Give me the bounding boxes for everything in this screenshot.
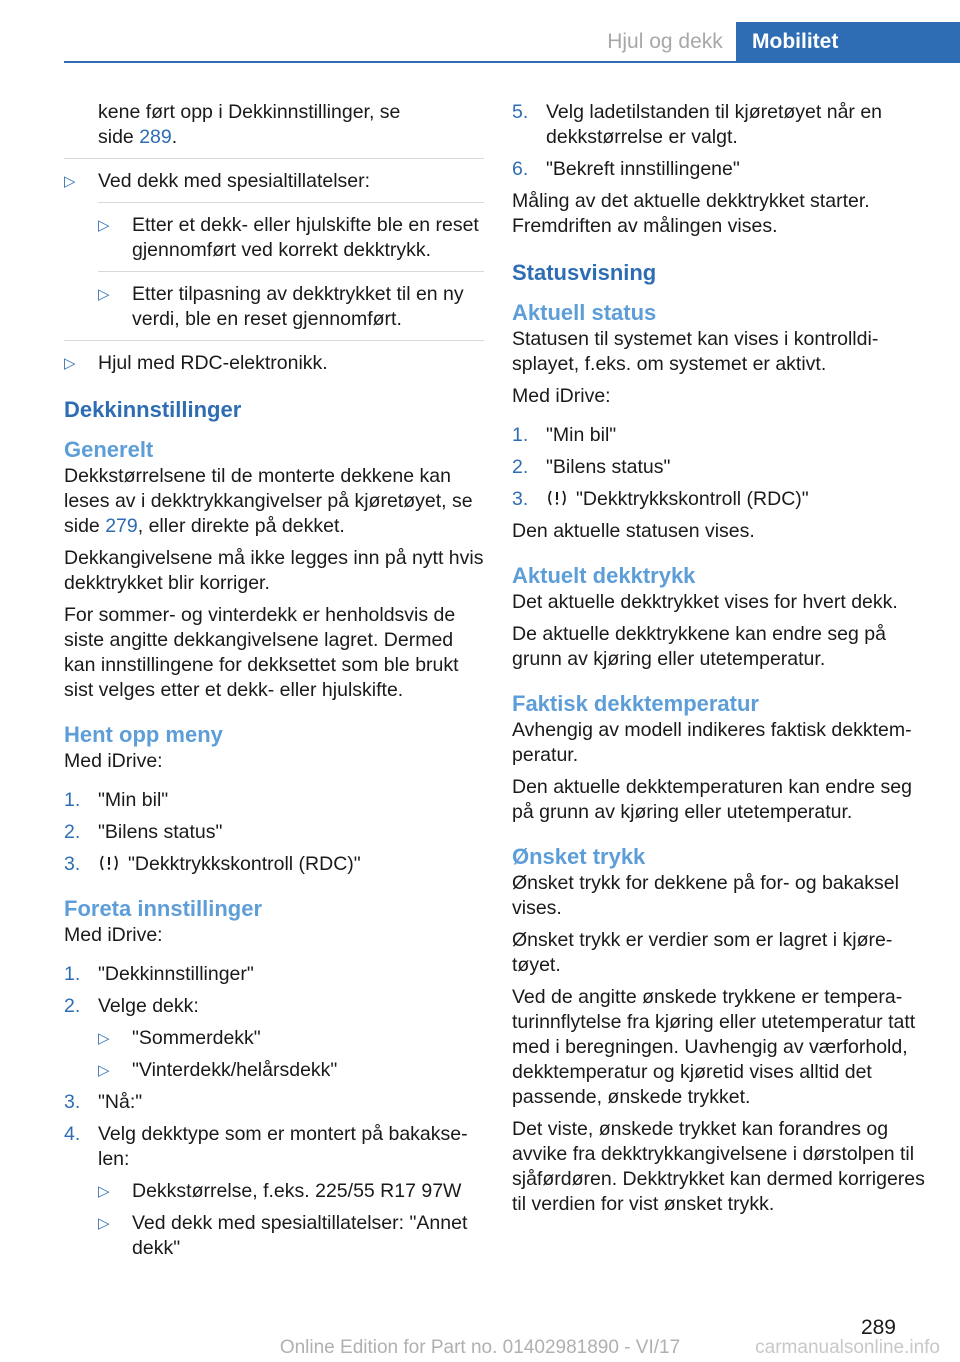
list-item: 3. "Dekktrykkskontroll (RDC)" [512,488,809,510]
footer-edition: Online Edition for Part no. 01402981890 - VI/17 [279,1337,681,1358]
divider [98,271,484,272]
list-item: 2. "Bilens status" [512,456,671,478]
list-item: ▷ Etter tilpasning av dekktrykket til en ny verdi, ble en reset gjennomført. [98,283,464,330]
left-column [64,100,484,1268]
heading-foreta-innstillinger: Foreta innstillinger [64,896,263,921]
heading-onsket-trykk: Ønsket trykk [512,844,646,869]
paragraph: Dekkstørrelsene til de monterte dekkene kan leses av i dekktrykkangivelser på kjøretøyet, se side 279, eller direkte på dekket. [64,465,473,537]
header-rule [64,61,960,63]
list-item: 2. "Bilens status" [64,821,223,843]
paragraph: Statusen til systemet kan vises i kontrolldisplayet, f.eks. om systemet er aktivt. [512,328,879,375]
bullet-icon: ▷ [98,1030,110,1047]
page-link[interactable]: 279 [105,515,138,537]
tab-chapter: Mobilitet [736,22,960,63]
paragraph: Ønsket trykk er verdier som er lagret i kjøretøyet. [512,929,893,976]
continued-text: kene ført opp i Dekkinnstillinger, se side 289. [98,101,401,148]
heading-faktisk-dekktemperatur: Faktisk dekktemperatur [512,691,759,716]
list-item: ▷ Hjul med RDC-elektronikk. [64,352,328,374]
list-item: 2. Velge dekk: [64,995,199,1017]
heading-aktuell-status: Aktuell status [512,300,657,325]
paragraph: Det viste, ønskede trykket kan forandres og avvike fra dekktrykkangivelsene i dørstolpen til sjåførdøren. Dekktrykket kan dermed korrigeres til verdien for vist ønsket trykk. [512,1118,925,1215]
list-item: ▷ "Vinterdekk/helårsdekk" [98,1059,338,1081]
bullet-icon: ▷ [64,173,76,190]
heading-statusvisning: Statusvisning [512,260,657,285]
heading-aktuelt-dekktrykk: Aktuelt dekktrykk [512,563,696,588]
bullet-icon: ▷ [98,217,110,234]
bullet-icon: ▷ [98,286,110,303]
paragraph: Med iDrive: [512,385,611,407]
bullet-icon: ▷ [64,355,76,372]
tab-section: Hjul og dekk [607,30,723,53]
list-item: ▷ "Sommerdekk" [98,1027,261,1049]
paragraph: Den aktuelle statusen vises. [512,520,755,542]
heading-dekkinnstillinger: Dekkinnstillinger [64,397,242,422]
paragraph: Det aktuelle dekktrykket vises for hvert dekk. [512,591,898,613]
right-column [512,100,928,1224]
list-item: 1. "Dekkinnstillinger" [64,963,254,985]
heading-generelt: Generelt [64,437,154,462]
heading-hent-opp-meny: Hent opp meny [64,722,223,747]
paragraph: De aktuelle dekktrykkene kan endre seg på grunn av kjøring eller utetemperatur. [512,623,886,670]
list-item: 3. "Nå:" [64,1091,143,1113]
list-item: ▷ Ved dekk med spesialtillatelser: "Annet dekk" [98,1212,468,1259]
list-item: 4. Velg dekktype som er montert på bakakselen: [64,1123,468,1170]
list-item: ▷ Dekkstørrelse, f.eks. 225/55 R17 97W [98,1180,462,1202]
divider [98,202,484,203]
paragraph: Avhengig av modell indikeres faktisk dekktemperatur. [512,719,912,766]
paragraph: For sommer- og vinterdekk er henholdsvis de siste angitte dekkangivelsene lagret. Dermed kan innstillingene for dekksettet som ble brukt sist velges etter et dekk- eller hjulskifte. [64,604,459,701]
paragraph: Med iDrive: [64,924,163,946]
list-item: 1. "Min bil" [64,789,169,811]
divider [64,158,484,159]
watermark: carmanualsonline.info [755,1337,940,1358]
bullet-icon: ▷ [98,1215,110,1232]
list-item: 6. "Bekreft innstillingene" [512,158,740,180]
bullet-icon: ▷ [98,1062,110,1079]
paragraph: Den aktuelle dekktemperaturen kan endre seg på grunn av kjøring eller utetemperatur. [512,776,912,823]
tire-pressure-warning-icon [546,489,568,507]
list-item: 5. Velg ladetilstanden til kjøretøyet når en dekkstørrelse er valgt. [512,101,883,148]
tire-pressure-warning-icon [98,854,120,872]
page-link[interactable]: 289 [139,126,172,148]
paragraph: Med iDrive: [64,750,163,772]
list-item: ▷ Etter et dekk- eller hjulskifte ble en reset gjennomført ved korrekt dekktrykk. [98,214,479,261]
paragraph: Ønsket trykk for dekkene på for- og bakaksel vises. [512,872,899,919]
bullet-icon: ▷ [98,1183,110,1200]
paragraph: Måling av det aktuelle dekktrykket starter. Fremdriften av målingen vises. [512,190,870,237]
list-item: 3. "Dekktrykkskontroll (RDC)" [64,853,361,875]
divider [64,340,484,341]
list-item: 1. "Min bil" [512,424,617,446]
paragraph: Dekkangivelsene må ikke legges inn på nytt hvis dekktrykket blir korriger. [64,547,484,594]
paragraph: Ved de angitte ønskede trykkene er temperaturinnflytelse fra kjøring eller utetemperatur tatt med i beregningen. Uavhengig av værforhold, dekktemperatur og kjøretid vises alltid det passende, ønskede trykket. [512,986,916,1108]
list-item: ▷ Ved dekk med spesialtillatelser: [64,170,371,192]
page-number: 289 [860,1316,896,1339]
